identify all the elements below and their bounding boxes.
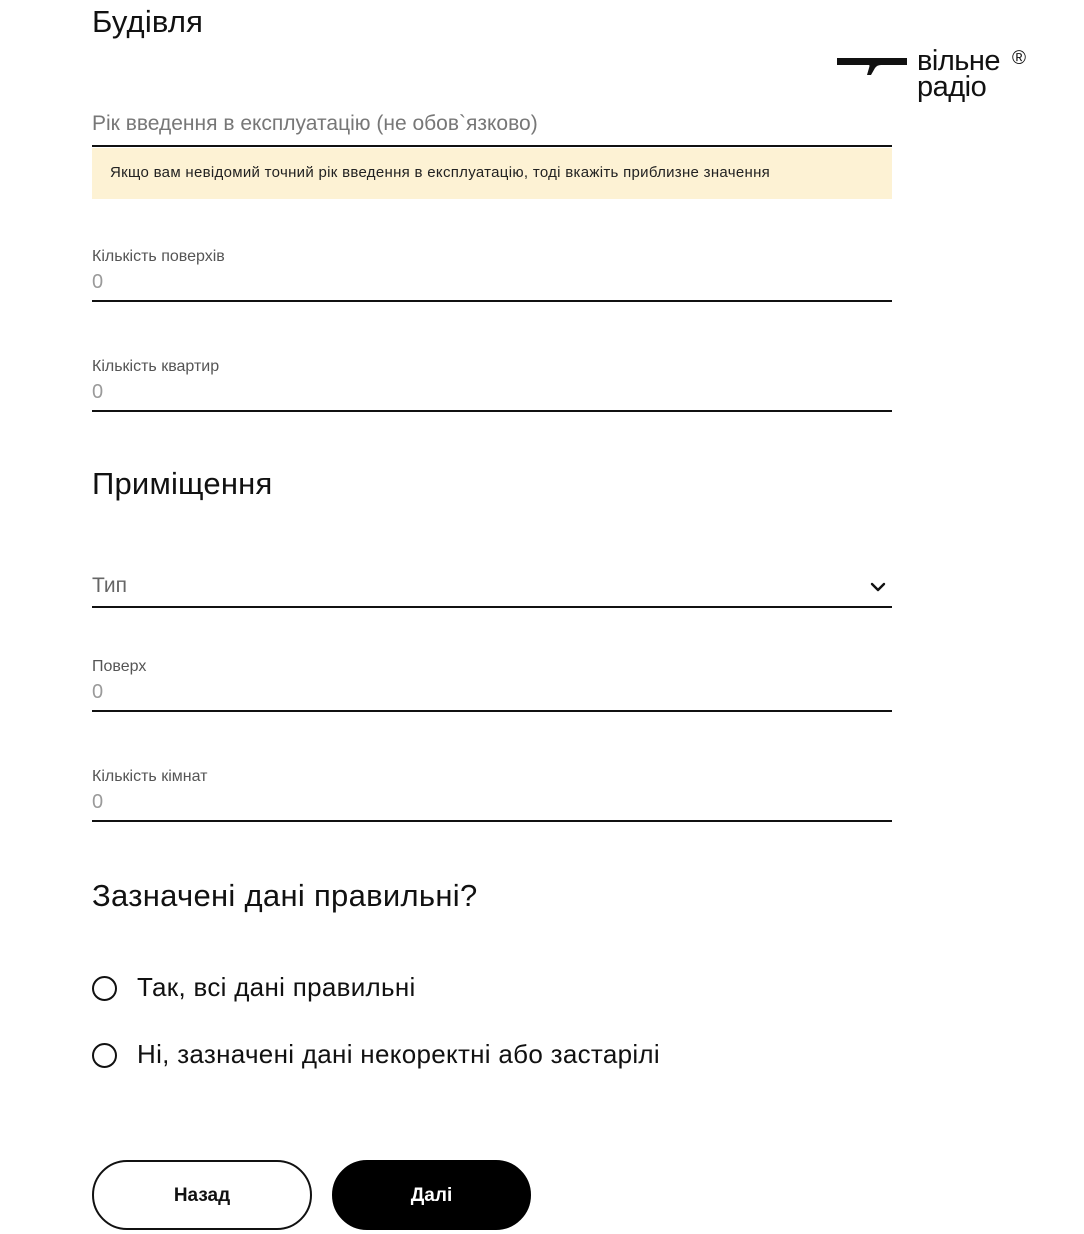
logo-bars-icon	[837, 56, 909, 76]
floors-count-field	[92, 248, 892, 310]
rooms-count-input[interactable]	[92, 790, 892, 822]
commissioning-year-placeholder: Рік введення в експлуатацію (не обов`язково)	[92, 112, 538, 135]
apartments-count-label: Кількість квартир	[92, 358, 220, 375]
floor-field	[92, 658, 892, 720]
rooms-count-field	[92, 768, 892, 830]
radio-option-yes[interactable]	[92, 972, 792, 1006]
premises-type-placeholder: Тип	[92, 574, 128, 597]
rooms-count-value: 0	[92, 791, 104, 813]
brand-logo	[837, 45, 1037, 108]
hint-text: Якщо вам невідомий точний рік введення в експлуатацію, тоді вкажіть приблизне значення	[110, 164, 771, 181]
floors-count-value: 0	[92, 271, 104, 293]
floor-label: Поверх	[92, 658, 147, 675]
commissioning-year-input[interactable]	[92, 108, 892, 147]
next-button[interactable]: Далі	[332, 1160, 531, 1230]
radio-button-yes[interactable]	[92, 976, 117, 1001]
building-section-title: Будівля	[92, 4, 204, 39]
apartments-count-field	[92, 358, 892, 420]
radio-label-no[interactable]: Ні, зазначені дані некоректні або застарілі	[137, 1039, 660, 1069]
premises-section-title: Приміщення	[92, 466, 273, 501]
floors-count-input[interactable]	[92, 270, 892, 302]
radio-label-yes[interactable]: Так, всі дані правильні	[137, 972, 416, 1002]
apartments-count-input[interactable]	[92, 380, 892, 412]
premises-type-select[interactable]	[92, 570, 892, 608]
apartments-count-value: 0	[92, 381, 104, 403]
floor-value: 0	[92, 681, 104, 703]
floor-input[interactable]	[92, 680, 892, 712]
radio-button-no[interactable]	[92, 1043, 117, 1068]
registered-mark: ®	[1012, 48, 1026, 69]
logo-line-2: радіо	[917, 71, 987, 103]
rooms-count-label: Кількість кімнат	[92, 768, 208, 785]
logo-wordmark	[917, 45, 1001, 103]
logo-line-1: вільне	[917, 45, 1001, 77]
back-button[interactable]: Назад	[92, 1160, 312, 1230]
chevron-down-icon	[870, 580, 886, 594]
commissioning-year-hint	[92, 148, 892, 199]
floors-count-label: Кількість поверхів	[92, 248, 225, 265]
data-correct-question: Зазначені дані правильні?	[92, 878, 478, 913]
radio-option-no[interactable]	[92, 1039, 792, 1073]
